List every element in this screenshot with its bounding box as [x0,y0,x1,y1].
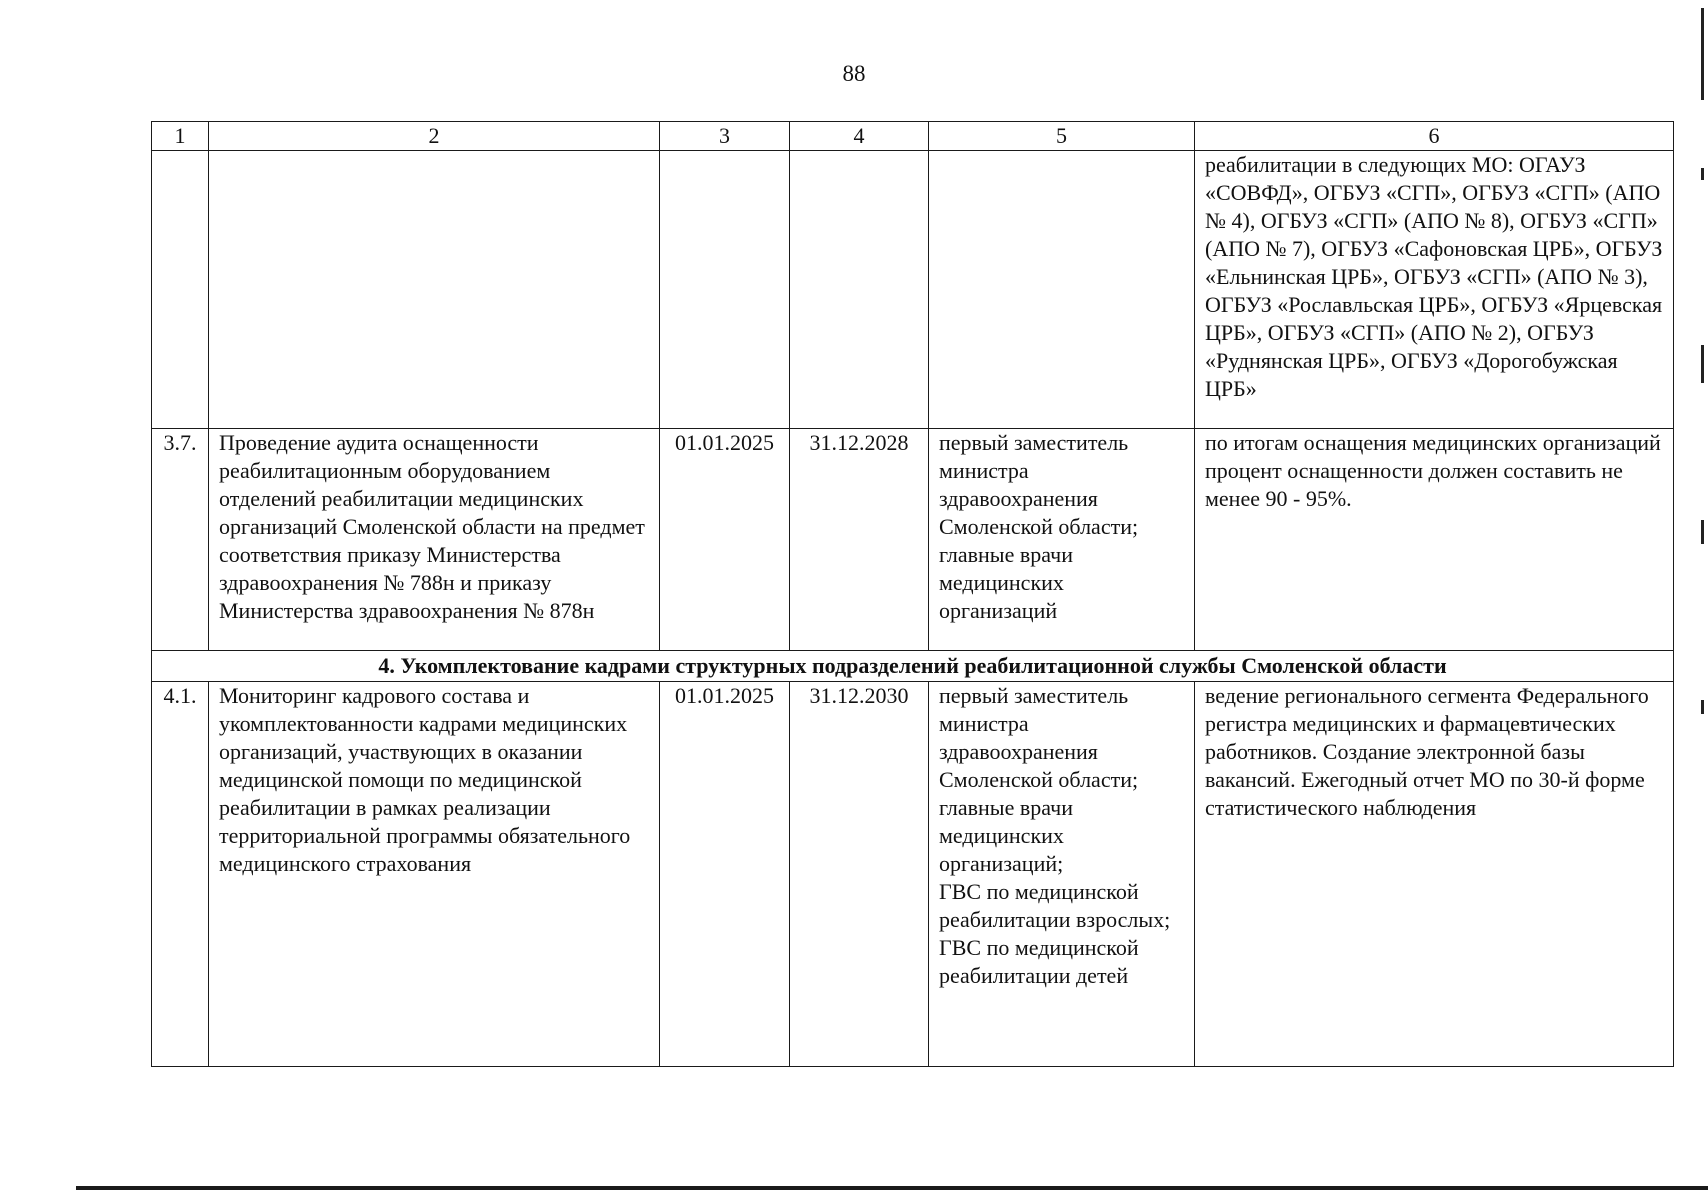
header-col-6: 6 [1195,122,1674,151]
row-3-7-responsible [929,429,1195,651]
continued-end-cell [790,151,929,429]
row-4-1-result: ведение регионального сегмента Федерального регистра медицинских и фармацевтических работников. Создание электронной базы вакансий. Ежегодный отчет МО по 30-й форме статистического наблюдения [1195,682,1674,1067]
activity-plan-table [151,121,1674,1067]
continued-responsible-cell [929,151,1195,429]
responsible-line: ГВС по медицинской реабилитации детей [939,935,1139,988]
header-col-2: 2 [209,122,660,151]
row-4-1-activity: Мониторинг кадрового состава и укомплектованности кадрами медицинских организаций, участвующих в оказании медицинской помощи по медицинской реабилитации в рамках реализации территориальной программы обязательного медицинского страхования [209,682,660,1067]
row-3-7-result: по итогам оснащения медицинских организаций процент оснащенности должен составить не менее 90 - 95%. [1195,429,1674,651]
page-number: 88 [842,61,866,86]
responsible-line: главные врачи медицинских организаций [939,542,1073,623]
continued-result-cell: реабилитации в следующих МО: ОГАУЗ «СОВФД», ОГБУЗ «СГП», ОГБУЗ «СГП» (АПО № 4), ОГБУЗ «СГП» (АПО № 8), ОГБУЗ «СГП» (АПО № 7), ОГБУЗ «Сафоновская ЦРБ», ОГБУЗ «Ельнинская ЦРБ», ОГБУЗ «СГП» (АПО № 3), ОГБУЗ «Рославльская ЦРБ», ОГБУЗ «Ярцевская ЦРБ», ОГБУЗ «СГП» (АПО № 2), ОГБУЗ «Руднянская ЦРБ», ОГБУЗ «Дорогобужская ЦРБ» [1195,151,1674,429]
row-4-1-end-date: 31.12.2030 [790,682,929,1067]
scan-edge-mark [1701,8,1704,100]
responsible-line: первый заместитель министра здравоохранения Смоленской области; [939,430,1139,539]
row-4-1-number: 4.1. [152,682,209,1067]
row-4-1-start-date: 01.01.2025 [660,682,790,1067]
scan-edge-mark [1701,345,1704,383]
continued-num-cell [152,151,209,429]
row-3-7-activity: Проведение аудита оснащенности реабилитационным оборудованием отделений реабилитации медицинских организаций Смоленской области на предмет соответствия приказу Министерства здравоохранения № 788н и приказу Министерства здравоохранения № 878н [209,429,660,651]
continued-activity-cell [209,151,660,429]
table-row-3-7 [152,429,1674,651]
table-row-4-1 [152,682,1674,1067]
continued-start-cell [660,151,790,429]
responsible-line: первый заместитель министра здравоохранения Смоленской области; [939,683,1139,792]
scan-edge-marks [1694,0,1708,1200]
row-3-7-start-date: 01.01.2025 [660,429,790,651]
scan-edge-mark [1701,168,1704,180]
footer-rule [76,1186,1708,1190]
row-3-7-end-date: 31.12.2028 [790,429,929,651]
row-3-7-number: 3.7. [152,429,209,651]
table-header-row [152,122,1674,151]
section-4-title: 4. Укомплектование кадрами структурных подразделений реабилитационной службы Смоленской области [152,651,1674,682]
header-col-5: 5 [929,122,1195,151]
scan-edge-mark [1701,700,1704,714]
scan-edge-mark [1701,520,1704,544]
header-col-1: 1 [152,122,209,151]
row-4-1-responsible [929,682,1195,1067]
table-row-continued [152,151,1674,429]
responsible-line: ГВС по медицинской реабилитации взрослых; [939,879,1171,932]
section-4-row [152,651,1674,682]
responsible-line: главные врачи медицинских организаций; [939,795,1073,876]
header-col-4: 4 [790,122,929,151]
header-col-3: 3 [660,122,790,151]
